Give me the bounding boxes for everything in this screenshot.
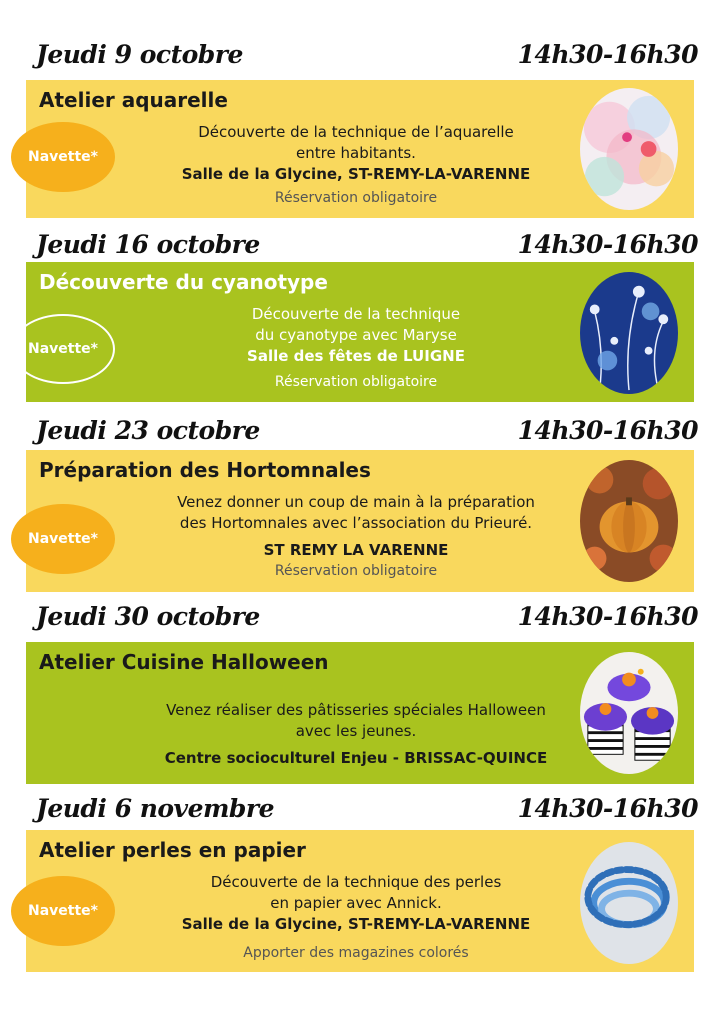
navette-badge: Navette* <box>11 122 115 192</box>
event-time: 14h30-16h30 <box>517 794 698 823</box>
paper-beads-image <box>580 842 678 964</box>
event-date: Jeudi 30 octobre <box>36 602 260 631</box>
event-date-row <box>26 790 698 834</box>
cyanotype-image <box>580 272 678 394</box>
navette-badge: Navette* <box>11 314 115 384</box>
event-note: Apporter des magazines colorés <box>243 945 469 961</box>
event-card-cyanotype <box>26 262 694 402</box>
event-description <box>126 122 586 209</box>
event-note: Réservation obligatoire <box>274 374 438 390</box>
description-line: Découverte de la technique de l’aquarelle <box>198 123 514 141</box>
event-title: Atelier aquarelle <box>39 88 228 112</box>
event-description <box>126 492 586 582</box>
event-description <box>126 304 586 393</box>
event-note: Réservation obligatoire <box>274 563 438 579</box>
event-card-hortomnales <box>26 450 694 592</box>
event-place: Salle de la Glycine, ST-REMY-LA-VARENNE <box>181 915 531 933</box>
event-date: Jeudi 9 octobre <box>36 40 243 69</box>
description-line: Découverte de la technique <box>251 305 461 323</box>
description-line: Découverte de la technique des perles <box>210 873 502 891</box>
event-date: Jeudi 23 octobre <box>36 416 260 445</box>
event-time: 14h30-16h30 <box>517 40 698 69</box>
navette-badge: Navette* <box>11 504 115 574</box>
description-line: des Hortomnales avec l’association du Prieuré. <box>179 514 533 532</box>
event-description <box>126 872 586 964</box>
event-date-row <box>26 36 698 80</box>
description-line: du cyanotype avec Maryse <box>255 326 457 344</box>
navette-badge: Navette* <box>11 876 115 946</box>
event-time: 14h30-16h30 <box>517 416 698 445</box>
event-place: Salle de la Glycine, ST-REMY-LA-VARENNE <box>181 165 531 183</box>
description-line: entre habitants. <box>296 144 416 162</box>
event-title: Préparation des Hortomnales <box>39 458 371 482</box>
event-card-halloween <box>26 642 694 784</box>
event-date-row <box>26 598 698 642</box>
event-place: Salle des fêtes de LUIGNE <box>247 347 465 365</box>
event-title: Découverte du cyanotype <box>39 270 328 294</box>
description-line: avec les jeunes. <box>295 722 417 740</box>
event-time: 14h30-16h30 <box>517 230 698 259</box>
description-line: Venez donner un coup de main à la préparation <box>177 493 535 511</box>
event-description <box>126 700 586 769</box>
event-note: Réservation obligatoire <box>274 190 438 206</box>
pumpkin-image <box>580 460 678 582</box>
event-card-aquarelle <box>26 80 694 218</box>
event-date: Jeudi 16 octobre <box>36 230 260 259</box>
event-place: ST REMY LA VARENNE <box>263 541 449 559</box>
event-title: Atelier perles en papier <box>39 838 306 862</box>
event-place: Centre socioculturel Enjeu - BRISSAC-QUINCE <box>164 749 548 767</box>
event-time: 14h30-16h30 <box>517 602 698 631</box>
event-date: Jeudi 6 novembre <box>36 794 274 823</box>
event-card-perles <box>26 830 694 972</box>
watercolor-image <box>580 88 678 210</box>
description-line: en papier avec Annick. <box>270 894 442 912</box>
cupcake-image <box>580 652 678 774</box>
description-line: Venez réaliser des pâtisseries spéciales Halloween <box>166 701 546 719</box>
event-title: Atelier Cuisine Halloween <box>39 650 329 674</box>
